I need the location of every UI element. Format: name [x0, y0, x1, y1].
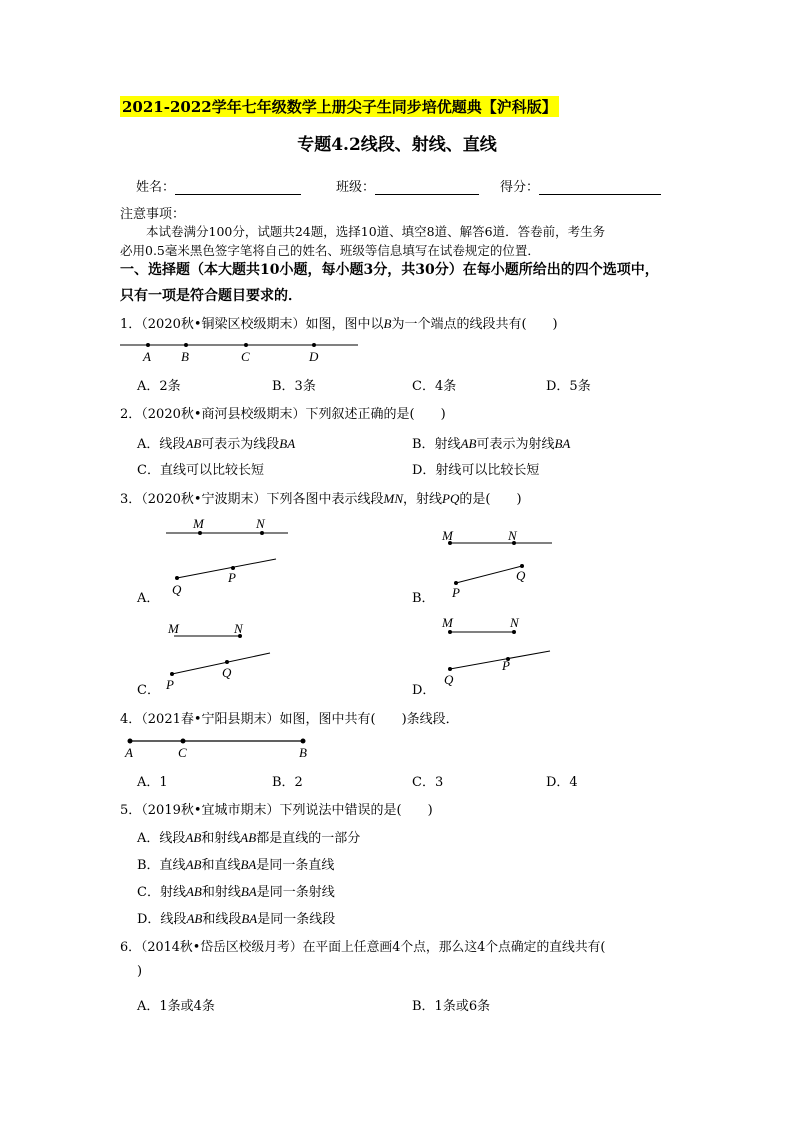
notice-line-2: 必用0.5毫米黑色签字笔将自己的姓名、班级等信息填写在试卷规定的位置． [120, 243, 540, 258]
section-heading-1: 一、选择题（本大题共10小题，每小题3分，共30分）在每小题所给出的四个选项中， [120, 262, 659, 278]
q4-stem: 4．（2021春•宁阳县期末）如图，图中共有( )条线段． [120, 712, 459, 727]
q3a-point-m [198, 531, 202, 535]
q4-option-b[interactable]: B．2 [272, 775, 303, 790]
q3d-point-n [512, 630, 516, 634]
q2-stem: 2．（2020秋•商河县校级期末）下列叙述正确的是( ) [120, 407, 446, 422]
q4-label-a: A [125, 745, 133, 760]
q4-point-b [301, 739, 306, 744]
q3d-label-q: Q [444, 672, 454, 687]
q2-option-d[interactable]: D．射线可以比较长短 [412, 463, 540, 478]
q3-option-b[interactable]: B． [412, 591, 435, 606]
class-blank[interactable] [375, 180, 479, 195]
q3c-line-pq [172, 653, 270, 674]
q3d-label-p: P [502, 658, 510, 673]
q6-option-b[interactable]: B．1条或6条 [412, 999, 491, 1014]
q3-option-a[interactable]: A． [137, 591, 160, 606]
q1-point-c [244, 343, 248, 347]
q2-option-b[interactable]: B．射线AB可表示为射线BA [412, 436, 571, 452]
q5-option-b[interactable]: B．直线AB和直线BA是同一条直线 [137, 857, 335, 873]
score-label: 得分： [500, 180, 540, 195]
q3c-point-q [225, 660, 229, 664]
q1-point-b [184, 343, 188, 347]
name-label: 姓名： [136, 180, 176, 195]
q3b-label-p: P [452, 585, 460, 600]
q1-label-c: C [241, 349, 250, 364]
q3a-line-pq [177, 559, 276, 578]
q5-option-a[interactable]: A．线段AB和射线AB都是直线的一部分 [137, 830, 361, 846]
q3d-label-m: M [442, 615, 453, 630]
q4-figure [120, 734, 320, 762]
q3a-point-n [260, 531, 264, 535]
q4-label-c: C [178, 745, 187, 760]
q5-option-d[interactable]: D．线段AB和线段BA是同一条线段 [137, 911, 336, 927]
q3c-label-q: Q [222, 665, 232, 680]
q2-option-a[interactable]: A．线段AB可表示为线段BA [137, 436, 296, 452]
q1-figure [110, 336, 370, 366]
series-banner: 2021-2022学年七年级数学上册尖子生同步培优题典【沪科版】 [122, 98, 557, 116]
q3c-label-m: M [168, 621, 179, 636]
name-blank[interactable] [175, 180, 301, 195]
class-field[interactable] [336, 176, 479, 195]
q3b-label-n: N [508, 528, 517, 543]
q1-option-c[interactable]: C．4条 [412, 379, 457, 394]
q3a-point-q [175, 576, 179, 580]
q3d-point-m [448, 630, 452, 634]
page-title: 专题4.2线段、射线、直线 [297, 135, 497, 155]
q6-stem-close: ) [137, 964, 143, 979]
q1-label-a: A [143, 349, 151, 364]
q3-option-d[interactable]: D． [412, 683, 436, 698]
q3-option-c[interactable]: C． [137, 683, 160, 698]
section-heading-2: 只有一项是符合题目要求的． [120, 288, 302, 304]
q3a-label-q: Q [172, 582, 182, 597]
q1-stem: 1．（2020秋•铜梁区校级期末）如图，图中以B为一个端点的线段共有( ) [120, 316, 558, 332]
q4-point-c [181, 739, 186, 744]
q3b-line-pq [456, 566, 522, 583]
name-field[interactable] [136, 176, 301, 195]
q1-option-d[interactable]: D．5条 [546, 379, 591, 394]
q4-option-a[interactable]: A．1 [137, 775, 168, 790]
q3c-label-p: P [166, 677, 174, 692]
q3-figure-b [436, 522, 556, 602]
q4-option-d[interactable]: D．4 [546, 775, 578, 790]
q3-figure-c [160, 617, 280, 697]
q1-label-d: D [309, 349, 319, 364]
q5-option-c[interactable]: C．射线AB和射线BA是同一条射线 [137, 884, 335, 900]
q1-label-b: B [181, 349, 189, 364]
q1-option-a[interactable]: A．2条 [137, 379, 181, 394]
q3c-point-p [170, 672, 174, 676]
notice-line-1: 本试卷满分100分，试题共24题，选择10道、填空8道、解答6道．答卷前，考生务 [146, 224, 606, 239]
q1-option-b[interactable]: B．3条 [272, 379, 316, 394]
q3-figure-d [436, 613, 556, 693]
q4-label-b: B [299, 745, 307, 760]
q3c-label-n: N [234, 621, 243, 636]
q3a-label-m: M [193, 516, 204, 531]
q6-stem: 6．（2014秋•岱岳区校级月考）在平面上任意画4个点，那么这4个点确定的直线共有( [120, 940, 606, 955]
q3a-label-n: N [256, 516, 265, 531]
score-field[interactable] [500, 176, 661, 195]
q1-point-a [146, 343, 150, 347]
q6-option-a[interactable]: A．1条或4条 [137, 999, 215, 1014]
q5-stem: 5．（2019秋•宜城市期末）下列说法中错误的是( ) [120, 803, 433, 818]
q3b-label-m: M [442, 528, 453, 543]
q3b-label-q: Q [516, 568, 526, 583]
q3a-label-p: P [228, 570, 236, 585]
q4-option-c[interactable]: C．3 [412, 775, 444, 790]
q3d-point-q [448, 667, 452, 671]
q3-figure-a [160, 512, 290, 602]
q4-point-a [128, 739, 133, 744]
q1-point-d [312, 343, 316, 347]
q3-stem: 3．（2020秋•宁波期末）下列各图中表示线段MN，射线PQ的是( ) [120, 491, 522, 507]
q3d-line-pq [450, 651, 550, 669]
notice-heading: 注意事项： [120, 207, 186, 222]
score-blank[interactable] [539, 180, 661, 195]
class-label: 班级： [336, 180, 376, 195]
q2-option-c[interactable]: C．直线可以比较长短 [137, 463, 264, 478]
q3d-label-n: N [510, 615, 519, 630]
